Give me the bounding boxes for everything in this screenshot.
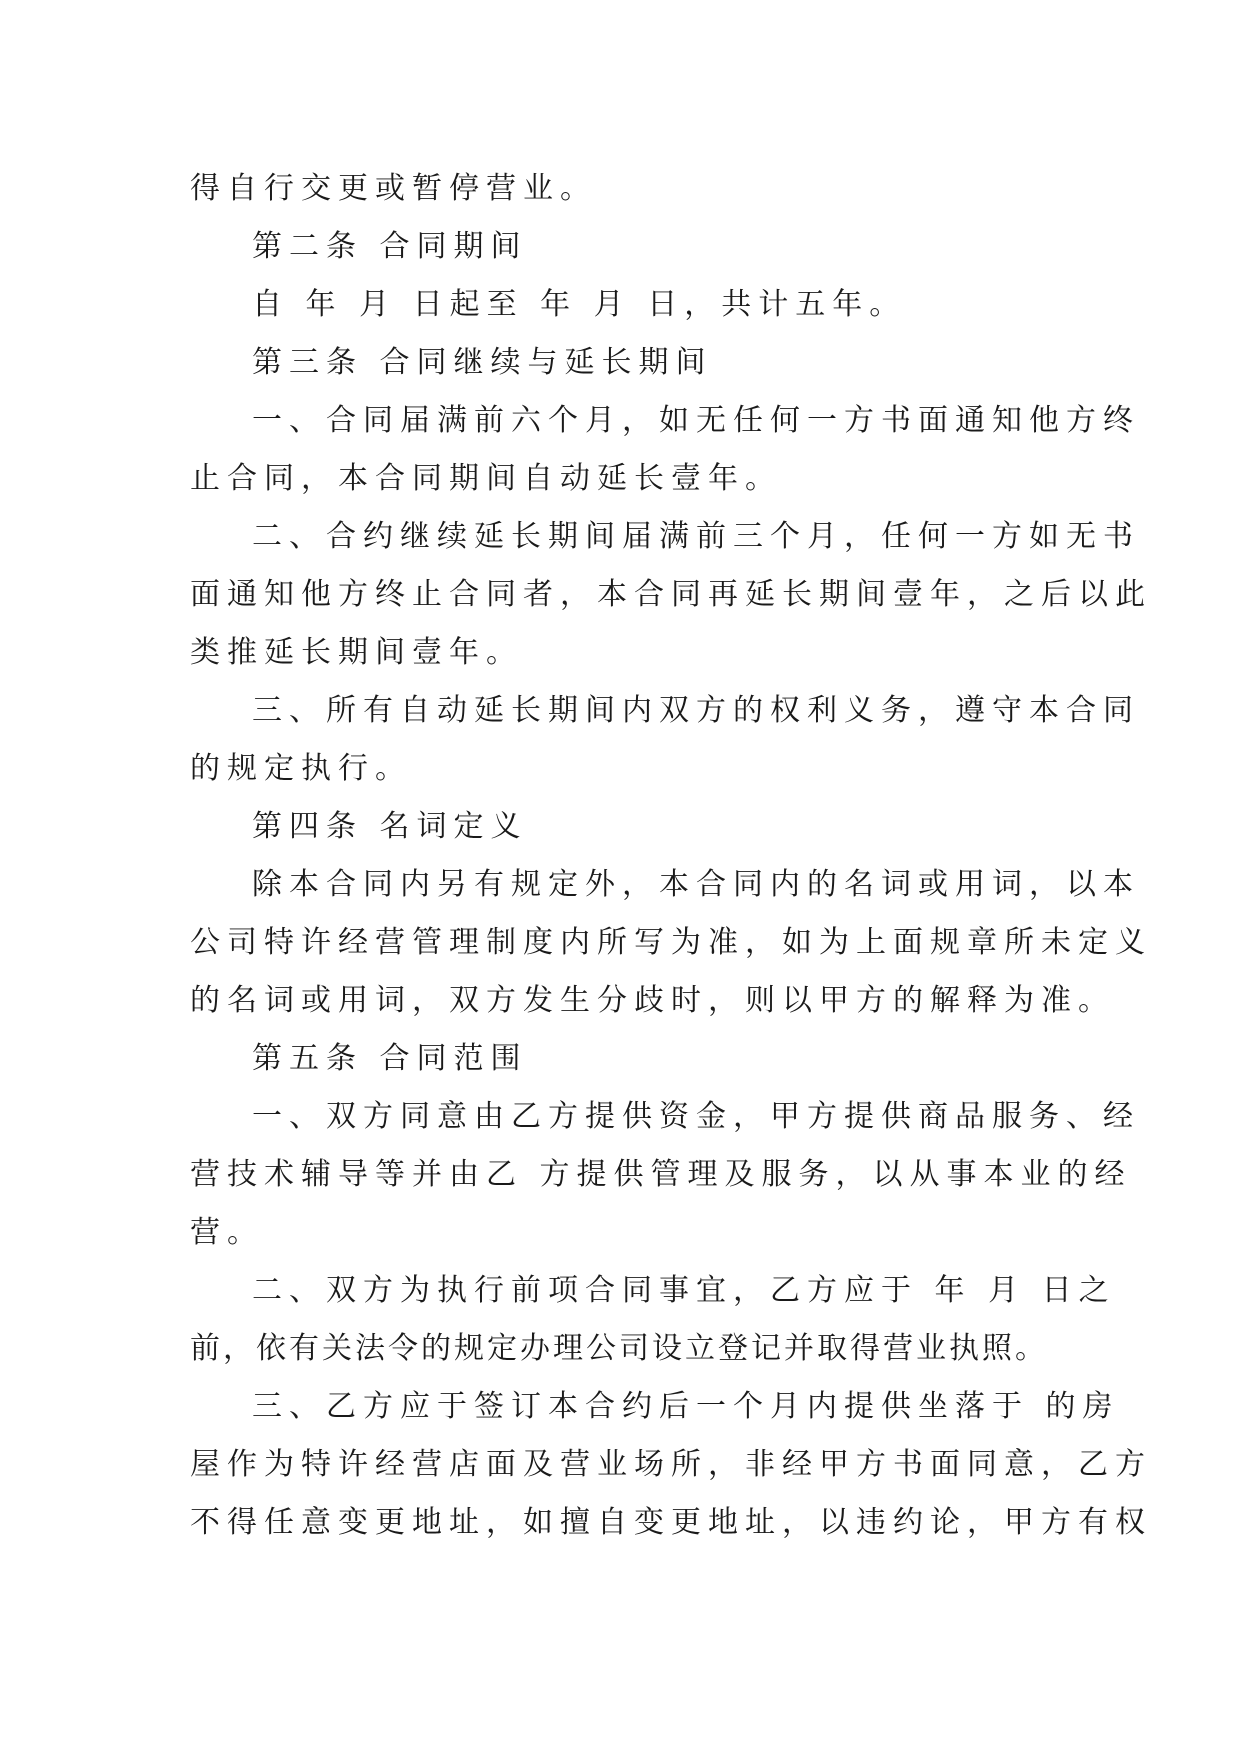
text-line: 得自行交更或暂停营业。 — [190, 171, 597, 206]
text-line: 二、双方为执行前项合同事宜，乙方应于 年 月 日之 — [252, 1273, 1116, 1308]
text-line: 三、乙方应于签订本合约后一个月内提供坐落于 的房 — [252, 1389, 1120, 1424]
text-line: 一、双方同意由乙方提供资金，甲方提供商品服务、经 — [252, 1099, 1140, 1134]
text-line: 公司特许经营管理制度内所写为准，如为上面规章所未定义 — [190, 925, 1152, 960]
article-heading: 第三条 合同继续与延长期间 — [252, 345, 713, 380]
text-line: 二、合约继续延长期间届满前三个月，任何一方如无书 — [252, 519, 1140, 554]
text-line: 三、所有自动延长期间内双方的权利义务，遵守本合同 — [252, 693, 1140, 728]
text-line: 不得任意变更地址，如擅自变更地址，以违约论，甲方有权 — [190, 1505, 1152, 1540]
text-line: 营技术辅导等并由乙 方提供管理及服务，以从事本业的经 — [190, 1157, 1132, 1192]
document-body — [190, 160, 1152, 1552]
text-line: 的名词或用词，双方发生分歧时，则以甲方的解释为准。 — [190, 983, 1115, 1018]
text-line: 前，依有关法令的规定办理公司设立登记并取得营业执照。 — [190, 1331, 1048, 1366]
article-heading: 第四条 名词定义 — [252, 809, 528, 844]
text-line: 营。 — [190, 1215, 264, 1250]
text-line: 面通知他方终止合同者，本合同再延长期间壹年，之后以此 — [190, 577, 1152, 612]
text-line: 自 年 月 日起至 年 月 日，共计五年。 — [252, 287, 907, 322]
article-heading: 第五条 合同范围 — [252, 1041, 528, 1076]
article-heading: 第二条 合同期间 — [252, 229, 528, 264]
text-line: 屋作为特许经营店面及营业场所，非经甲方书面同意，乙方 — [190, 1447, 1152, 1482]
text-line: 的规定执行。 — [190, 751, 412, 786]
text-line: 类推延长期间壹年。 — [190, 635, 523, 670]
text-line: 除本合同内另有规定外，本合同内的名词或用词，以本 — [252, 867, 1140, 902]
text-line: 一、合同届满前六个月，如无任何一方书面通知他方终 — [252, 403, 1140, 438]
text-line: 止合同，本合同期间自动延长壹年。 — [190, 461, 782, 496]
